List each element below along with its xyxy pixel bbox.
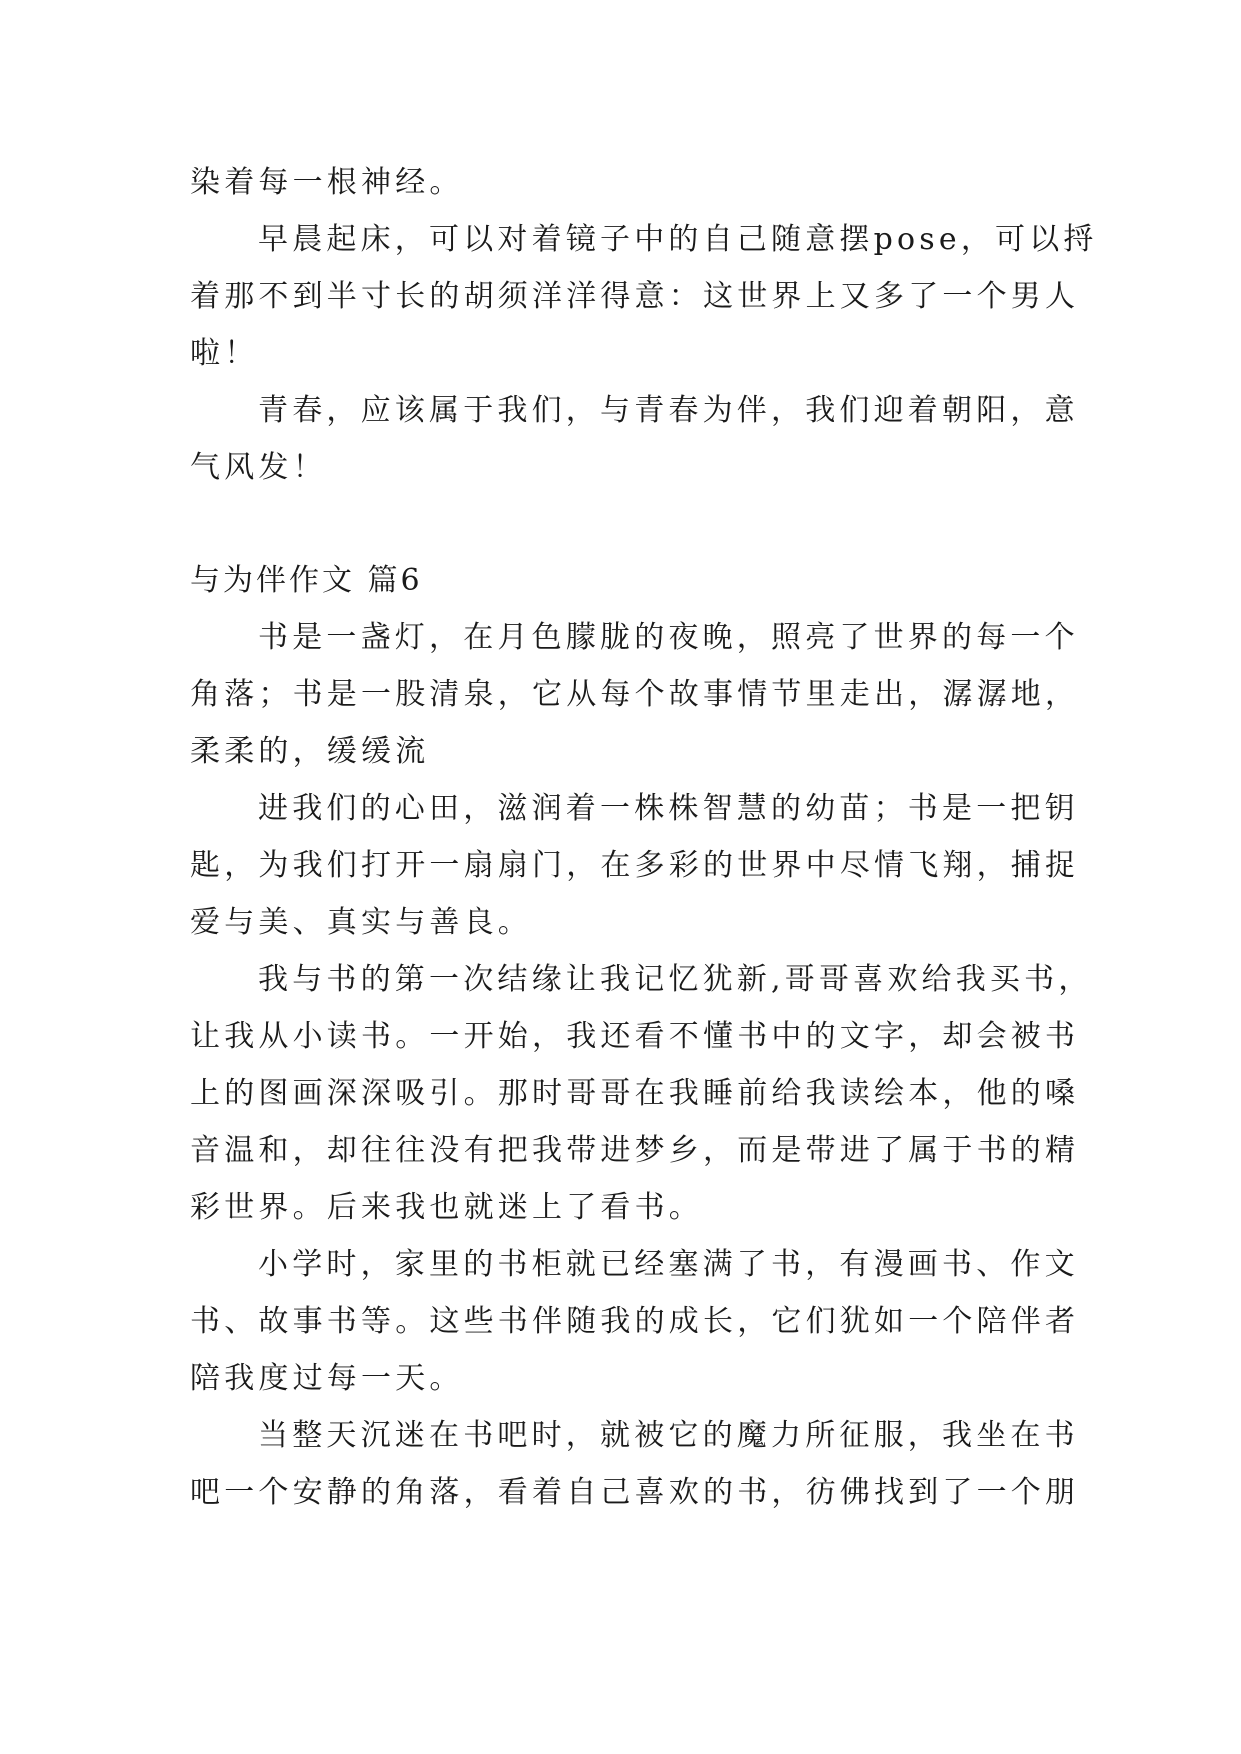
text-line: 啦！ xyxy=(190,336,259,371)
paragraph-first-line: 我与书的第一次结缘让我记忆犹新,哥哥喜欢给我买书， xyxy=(258,962,1093,997)
paragraph-first-line: 小学时，家里的书柜就已经塞满了书，有漫画书、作文 xyxy=(258,1247,1079,1282)
text-line: 着那不到半寸长的胡须洋洋得意：这世界上又多了一个男人 xyxy=(190,279,1080,314)
text-line: 爱与美、真实与善良。 xyxy=(190,905,532,940)
text-line: 柔柔的，缓缓流 xyxy=(190,734,430,769)
paragraph-first-line: 进我们的心田，滋润着一株株智慧的幼苗；书是一把钥 xyxy=(258,791,1079,826)
paragraph-first-line: 书是一盏灯，在月色朦胧的夜晚，照亮了世界的每一个 xyxy=(258,620,1079,655)
text-line: 陪我度过每一天。 xyxy=(190,1361,464,1396)
section-heading: 与为伴作文 篇6 xyxy=(190,563,423,598)
text-line: 让我从小读书。一开始，我还看不懂书中的文字，却会被书 xyxy=(190,1019,1080,1054)
text-line: 气风发！ xyxy=(190,450,327,485)
text-line: 上的图画深深吸引。那时哥哥在我睡前给我读绘本，他的嗓 xyxy=(190,1076,1080,1111)
paragraph-first-line: 当整天沉迷在书吧时，就被它的魔力所征服，我坐在书 xyxy=(258,1418,1079,1453)
text-line: 匙，为我们打开一扇扇门，在多彩的世界中尽情飞翔，捕捉 xyxy=(190,848,1080,883)
paragraph-first-line: 早晨起床，可以对着镜子中的自己随意摆pose，可以捋 xyxy=(258,222,1098,257)
text-line: 角落；书是一股清泉，它从每个故事情节里走出，潺潺地， xyxy=(190,677,1080,712)
text-line: 书、故事书等。这些书伴随我的成长，它们犹如一个陪伴者 xyxy=(190,1304,1080,1339)
text-line: 染着每一根神经。 xyxy=(190,165,464,200)
text-line: 彩世界。后来我也就迷上了看书。 xyxy=(190,1190,703,1225)
paragraph-first-line: 青春，应该属于我们，与青春为伴，我们迎着朝阳，意 xyxy=(258,393,1079,428)
text-line: 音温和，却往往没有把我带进梦乡，而是带进了属于书的精 xyxy=(190,1133,1080,1168)
text-line: 吧一个安静的角落，看着自己喜欢的书，彷佛找到了一个朋 xyxy=(190,1475,1080,1510)
